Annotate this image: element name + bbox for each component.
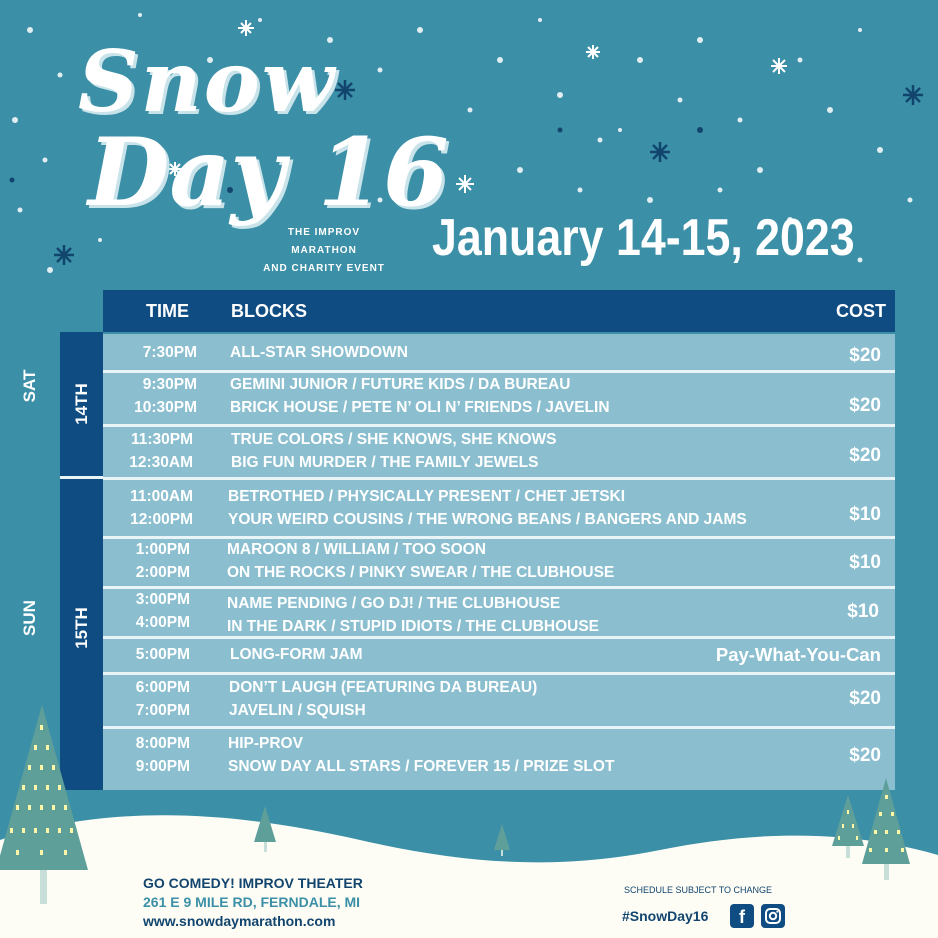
logo-title-day: Day 16: [88, 118, 449, 228]
header-time: TIME: [146, 301, 189, 321]
row-time: 9:00PM: [135, 758, 190, 775]
row-cost: $20: [849, 688, 881, 709]
website-link[interactable]: www.snowdaymarathon.com: [143, 913, 336, 929]
row-cost: $10: [849, 504, 881, 525]
sat-day-label: SAT: [20, 369, 39, 403]
sun-day-label: SUN: [20, 600, 39, 636]
row-time: 4:00PM: [135, 614, 190, 631]
row-cost: Pay-What-You-Can: [715, 644, 881, 665]
row-cost: $20: [849, 395, 881, 416]
row-time: 6:00PM: [135, 679, 190, 696]
subtitle-line-1: THE IMPROV MARATHON: [287, 227, 361, 256]
subtitle-line-2: AND CHARITY EVENT: [263, 263, 385, 274]
row-block: MAROON 8 / WILLIAM / TOO SOON: [227, 541, 486, 558]
header-cost: COST: [835, 301, 886, 321]
row-cost: $10: [849, 552, 881, 573]
instagram-icon[interactable]: [761, 904, 785, 928]
row-block: JAVELIN / SQUISH: [229, 702, 366, 719]
row-block: ALL-STAR SHOWDOWN: [230, 344, 408, 361]
row-time: 12:00PM: [130, 511, 193, 528]
row-block: YOUR WEIRD COUSINS / THE WRONG BEANS / BANGERS AND JAMS: [228, 511, 747, 528]
row-time: 3:00PM: [135, 591, 190, 608]
row-time: 11:30PM: [130, 431, 193, 448]
row-block: NAME PENDING / GO DJ! / THE CLUBHOUSE: [227, 595, 561, 612]
row-time: 1:00PM: [135, 541, 190, 558]
row-block: SNOW DAY ALL STARS / FOREVER 15 / PRIZE SLOT: [228, 758, 615, 775]
row-block: BETROTHED / PHYSICALLY PRESENT / CHET JETSKI: [228, 488, 626, 505]
row-time: 12:30AM: [129, 454, 193, 471]
row-block: GEMINI JUNIOR / FUTURE KIDS / DA BUREAU: [230, 376, 571, 393]
row-block: BIG FUN MURDER / THE FAMILY JEWELS: [231, 454, 539, 471]
row-block: IN THE DARK / STUPID IDIOTS / THE CLUBHOUSE: [227, 618, 600, 635]
row-time: 5:00PM: [135, 646, 190, 663]
row-cost: $20: [849, 445, 881, 466]
venue-address: 261 E 9 MILE RD, FERNDALE, MI: [143, 894, 361, 910]
row-block: LONG-FORM JAM: [230, 646, 363, 663]
row-cost: $20: [849, 345, 881, 366]
row-block: HIP-PROV: [228, 735, 303, 752]
logo-title-snow: Snow: [78, 32, 337, 131]
row-time: 9:30PM: [142, 376, 197, 393]
row-time: 11:00AM: [130, 488, 193, 505]
row-time: 7:00PM: [135, 702, 190, 719]
pine-tree-icon: [494, 824, 510, 856]
row-block: ON THE ROCKS / PINKY SWEAR / THE CLUBHOUSE: [227, 564, 615, 581]
row-cost: $20: [849, 745, 881, 766]
header-blocks: BLOCKS: [231, 301, 307, 321]
facebook-icon[interactable]: f: [730, 904, 754, 928]
row-block: BRICK HOUSE / PETE N’ OLI N’ FRIENDS / JAVELIN: [230, 399, 610, 416]
sat-date-label: 14TH: [72, 383, 91, 425]
event-date: January 14-15, 2023: [432, 209, 855, 267]
row-time: 10:30PM: [134, 399, 197, 416]
row-cost: $10: [847, 601, 879, 622]
venue-name: GO COMEDY! IMPROV THEATER: [143, 875, 363, 891]
hashtag: #SnowDay16: [622, 908, 709, 924]
row-time: 7:30PM: [142, 344, 197, 361]
row-time: 2:00PM: [135, 564, 190, 581]
row-block: DON’T LAUGH (FEATURING DA BUREAU): [229, 679, 538, 696]
sun-date-label: 15TH: [72, 607, 91, 649]
row-block: TRUE COLORS / SHE KNOWS, SHE KNOWS: [231, 431, 557, 448]
row-time: 8:00PM: [135, 735, 190, 752]
schedule-notice: SCHEDULE SUBJECT TO CHANGE: [624, 885, 773, 895]
